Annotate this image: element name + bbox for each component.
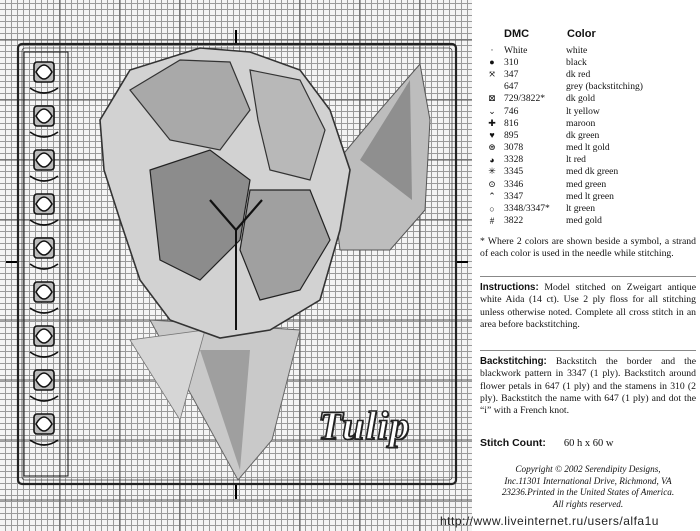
instructions-text: Model stitched on Zweigart antique white Aida (14 ct). Use 2 ply floss for all stitching unless otherwise noted. Complete all cross stitch in an area before backstitching.	[480, 282, 697, 330]
stitch-count-label: Stitch Count:	[480, 437, 546, 449]
instructions-block	[480, 282, 696, 331]
key-row: · White white	[480, 44, 695, 56]
symbol-icon: ✳	[488, 166, 496, 177]
key-row: ● 310 black	[480, 56, 695, 68]
backstitching-text: Backstitch the border and the blackwork pattern in 3347 (1 ply). Backstitch around flower petals in 647 (1 ply) and the stamens in 310 (2 ply). Backstitch the name with 647 (1 ply) and dot the “i” with a French knot.	[480, 356, 697, 417]
key-row: ◕ 3328 lt red	[480, 154, 695, 166]
key-row: ✚ 816 maroon	[480, 117, 695, 129]
key-row: ⌄ 746 lt yellow	[480, 105, 695, 117]
instructions-label: Instructions:	[480, 282, 539, 293]
key-row: ○ 3348/3347* lt green	[480, 202, 695, 214]
stitch-count-value: 60 h x 60 w	[563, 438, 614, 449]
key-row: ⌃ 3347 med lt green	[480, 190, 695, 202]
copyright-block: Copyright © 2002 Serendipity Designs, Inc.11301 International Drive, Richmond, VA 23236.Printed in the United States of America. All rights reserved.	[501, 464, 675, 509]
key-row: ⊙ 3346 med green	[480, 178, 695, 190]
symbol-icon: ⊜	[488, 142, 496, 153]
key-row: 647 grey (backstitching)	[504, 81, 643, 93]
chart-name: Tulip	[318, 403, 411, 448]
divider	[480, 276, 696, 277]
key-row: ♥ 895 dk green	[480, 129, 695, 141]
symbol-icon: ⊙	[488, 178, 496, 189]
key-list	[480, 44, 695, 227]
two-color-note: * Where 2 colors are shown beside a symbol, a strand of each color is used in the needle while stitching.	[480, 236, 696, 260]
key-row: ⤧ 347 dk red	[480, 68, 695, 80]
symbol-icon: ⌄	[488, 105, 496, 116]
color-key-panel	[472, 0, 700, 531]
symbol-icon: ♥	[489, 130, 495, 141]
key-row: ⊠ 729/3822* dk gold	[480, 93, 695, 105]
symbol-icon: ⌃	[488, 190, 496, 201]
color-header: Color	[567, 28, 596, 40]
symbol-icon: ·	[490, 45, 494, 56]
key-row: ⊜ 3078 med lt gold	[480, 142, 695, 154]
backstitching-block	[480, 356, 696, 417]
symbol-icon: ✚	[488, 117, 496, 128]
tulip-flower	[100, 48, 350, 338]
backstitching-label: Backstitching:	[480, 356, 547, 367]
symbol-icon: ◕	[489, 154, 495, 165]
symbol-icon: #	[489, 215, 495, 226]
symbol-icon: ●	[489, 57, 495, 68]
key-row: ✳ 3345 med dk green	[480, 166, 695, 178]
symbol-icon: ⊠	[488, 93, 496, 104]
symbol-icon: ⤧	[488, 68, 496, 79]
blackwork-border	[24, 52, 68, 476]
stitch-count	[480, 437, 696, 449]
source-url: http://www.liveinternet.ru/users/alfa1u	[440, 514, 659, 528]
dmc-header: DMC	[504, 28, 530, 40]
symbol-icon: ○	[489, 203, 495, 214]
divider	[480, 350, 696, 351]
tulip-stem	[130, 320, 300, 480]
key-row: # 3822 med gold	[480, 215, 695, 227]
